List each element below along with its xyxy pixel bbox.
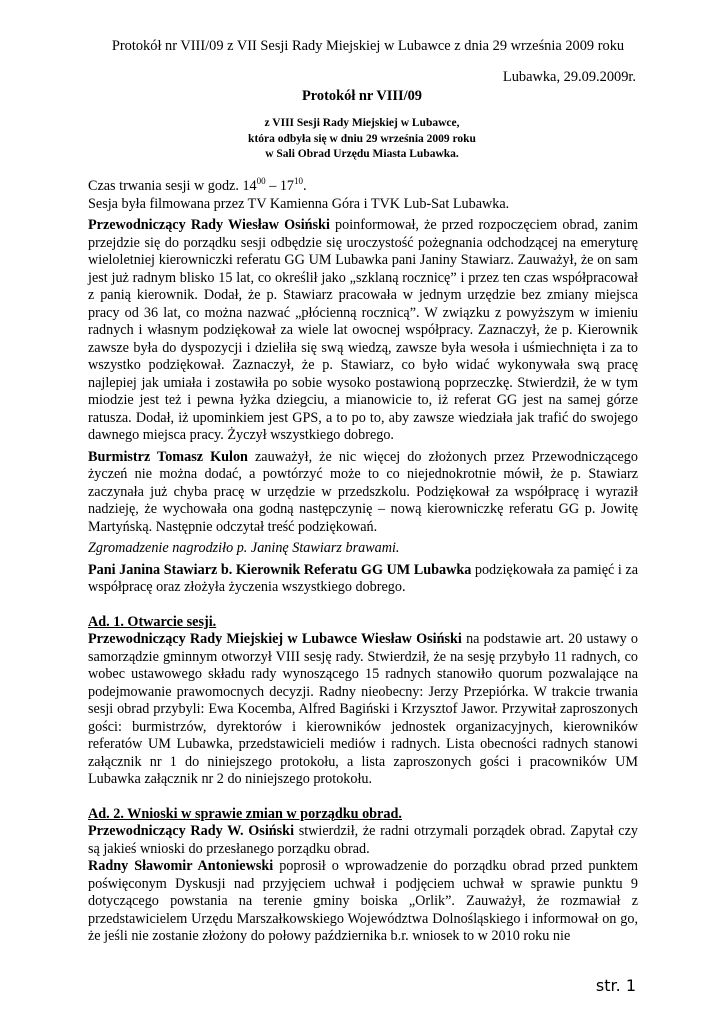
opening-paragraph: Przewodniczący Rady Wiesław Osiński poinformował, że przed rozpoczęciem obrad, zanim przejdzie się do porządku sesji odbędzie się uroczystość pożegnania odchodzącej na emeryturę wieloletniej kierowniczki referatu GG UM Lubawka pani Janiny Stawiarz. Zauważył, że on sam jest już radnym blisko 15 lat, co określił jako „szklaną rocznicę” i przez ten czas współpracował z panią kierownik. Dodał, że p. Stawiarz pracowała w jednym urzędzie bez zmiany miejsca pracy od 36 lat, co można nazwać „płócienną rocznicą”. W związku z powyższym w imieniu radnych i własnym podziękował za wiele lat owocnej współpracy. Zaznaczył, że p. Kierownik zawsze była do dyspozycji i dzieliła się swą wiedzą, zawsze była wesoła i uśmiechnięta i za to wszystko podziękował. Zaznaczył, że p. Stawiarz, co było widać wykonywała swą pracę najlepiej jak umiała i zostawiła po sobie wysoko postawioną poprzeczkę. Stwierdził, że w tym miodzie jest też i pewna łyżka dziegciu, a mianowicie to, iż referat GG jest na samej górze ratusza. Dodał, iż upominkiem jest GPS, a to po to, aby zawsze wiedziała jak trafić do swojego dawnego miejsca pracy. Życzył wszystkiego dobrego. (88, 217, 639, 443)
subtitle-line: z VIII Sesji Rady Miejskiej w Lubawce, (264, 117, 460, 129)
section-1-title: Ad. 1. Otwarcie sesji. (88, 613, 217, 630)
session-duration: Czas trwania sesji w godz. $14^{00} - 17^{10}$. (88, 176, 307, 194)
protocol-title: Protokół nr VIII/09 (302, 88, 422, 104)
session-filmed: Sesja była filmowana przez TV Kamienna Góra i TVK Lub-Sat Lubawka. (88, 195, 510, 212)
stawiarz-paragraph: Pani Janina Stawiarz b. Kierownik Referatu GG UM Lubawka podziękowała za pamięć i za współpracę oraz złożyła życzenia wszystkiego dobrego. (88, 561, 638, 595)
section-2-paragraph-2: Radny Sławomir Antoniewski poprosił o wprowadzenie do porządku obrad przed punktem poświęconym Dyskusji nad przyjęciem uchwał i podjęciem uchwał w sprawie punktu 9 dotyczącego powstania na terenie gminy boiska „Orlik”. Zauważył, że rozmawiał z przedstawicielem Urzędu Marszałkowskiego Województwa Dolnośląskiego i informował on go, że jeśli nie zostanie złożony do połowy października b.r. wniosek to w 2010 roku nie (88, 858, 638, 944)
mayor-paragraph: Burmistrz Tomasz Kulon zauważył, że nic więcej do złożonych przez Przewodniczącego życzeń nie można dodać, a powtórzyć może to co niejednokrotnie mówił, że p. Stawiarz zaczynała już chyba pracę w urzędzie w przedszkolu. Podziękował za współpracę i wyraził nadzieję, że wychowała ona godną następczynię – nową kierowniczkę referatu GG p. Jowitę Martyńską. Następnie odczytał treść podziękowań. (88, 448, 638, 535)
speaker-name: Radny Sławomir Antoniewski (88, 858, 274, 874)
applause-note: Zgromadzenie nagrodziło p. Janinę Stawiarz brawami. (88, 540, 400, 556)
protocol-subtitle (88, 116, 636, 163)
running-header: Protokół nr VIII/09 z VII Sesji Rady Miejskiej w Lubawce z dnia 29 września 2009 roku (111, 38, 625, 54)
subtitle-line: w Sali Obrad Urzędu Miasta Lubawka. (265, 148, 459, 160)
section-1-paragraph: Przewodniczący Rady Miejskiej w Lubawce Wiesław Osiński na podstawie art. 20 ustawy o samorządzie gminnym otworzył VIII sesję rady. Stwierdził, że na sesję przybyło 11 radnych, co wobec ustawowego składu rady wynoszącego 15 radnych stanowiło quorum pozwalające na podejmowanie prawomocnych decyzji. Radny nieobecny: Jerzy Przepiórka. W trakcie trwania sesji obrad przybyli: Ewa Kocemba, Alfred Bagiński i Krzysztof Jawor. Przywitał zaproszonych gości: burmistrzów, dyrektorów i kierowników jednostek organizacyjnych, kierowników referatów UM Lubawka, przedstawicieli mediów i radnych. Lista obecności radnych stanowi załącznik nr 1 do niniejszego protokołu, a lista zaproszonych gości i pracowników UM Lubawka załącznik nr 2 do niniejszego protokołu. (88, 631, 638, 787)
section-2-title: Ad. 2. Wnioski w sprawie zmian w porządku obrad. (88, 805, 402, 822)
section-2-paragraph: Przewodniczący Rady W. Osiński stwierdził, że radni otrzymali porządek obrad. Zapytał czy są jakieś wnioski do przesłanego porządku obrad. (88, 823, 638, 857)
speaker-name: Przewodniczący Rady Miejskiej w Lubawce Wiesław Osiński (88, 631, 462, 647)
protocol-body (88, 178, 638, 946)
speaker-name: Burmistrz Tomasz Kulon (88, 448, 248, 465)
speaker-name: Przewodniczący Rady W. Osiński (88, 823, 295, 839)
page-number: str. 1 (595, 976, 636, 995)
place-date: Lubawka, 29.09.2009r. (502, 69, 636, 85)
speaker-name: Przewodniczący Rady Wiesław Osiński (88, 217, 330, 233)
speaker-name: Pani Janina Stawiarz b. Kierownik Referatu GG UM Lubawka (88, 561, 472, 578)
subtitle-line: która odbyła się w dniu 29 września 2009 roku (248, 132, 476, 145)
